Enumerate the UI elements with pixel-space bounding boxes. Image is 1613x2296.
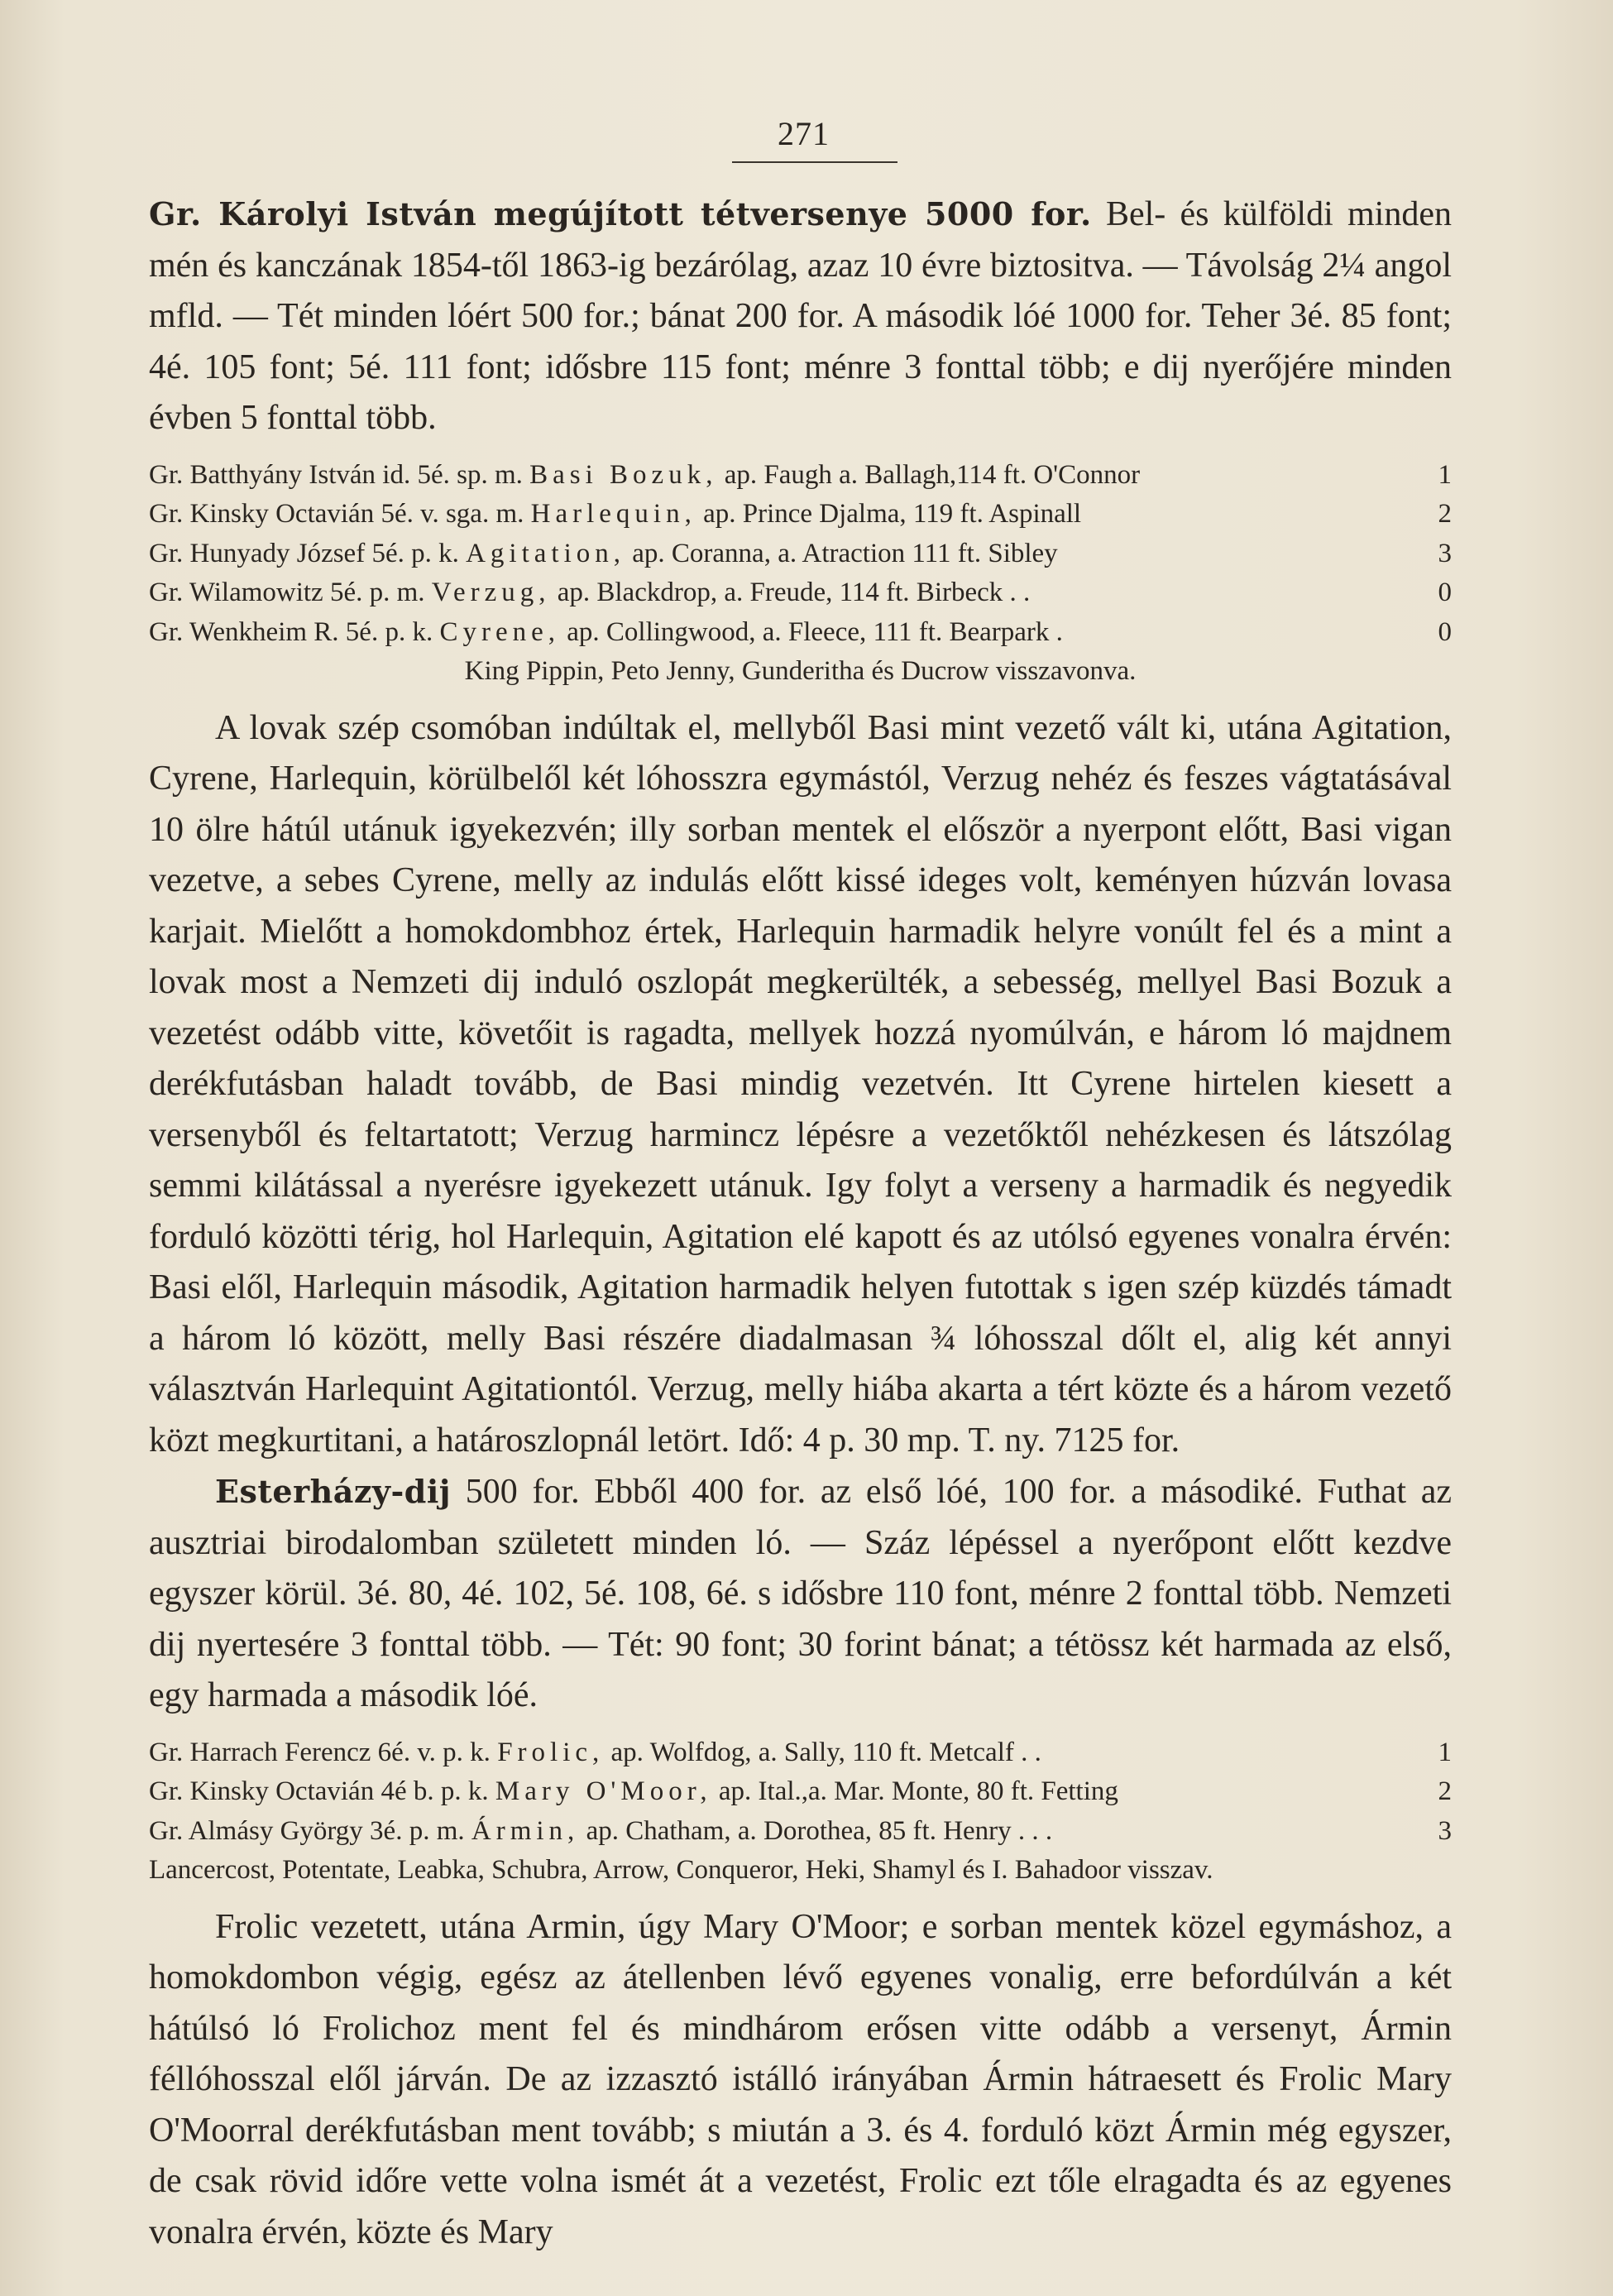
page-content — [149, 189, 1452, 2258]
entry-horse: Frolic, — [497, 1737, 605, 1767]
entry-owner: Gr. Harrach Ferencz 6é. v. p. k. — [149, 1737, 491, 1767]
race2-scratched: Lancercost, Potentate, Leabka, Schubra, Arrow, Conqueror, Heki, Shamyl és I. Bahadoor visszav. — [149, 1855, 1213, 1885]
entry-owner: Gr. Wenkheim R. 5é. p. k. — [149, 616, 433, 647]
entry-place: 1 — [1438, 1737, 1452, 1767]
race1-entry — [149, 534, 1452, 574]
entry-place: 3 — [1438, 538, 1452, 568]
race2-entry — [149, 1733, 1452, 1773]
race2-intro — [149, 1466, 1452, 1722]
race1-entry — [149, 613, 1452, 653]
race1-entry — [149, 456, 1452, 496]
race1-scratched: King Pippin, Peto Jenny, Gunderitha és Ducrow visszavonva. — [464, 656, 1137, 686]
entry-details: ap. Coranna, a. Atraction 111 ft. Sibley — [632, 538, 1058, 568]
entry-place: 2 — [1438, 1776, 1452, 1806]
race1-entry — [149, 495, 1452, 534]
entry-details: ap. Ital.,a. Mar. Monte, 80 ft. Fetting — [718, 1776, 1118, 1806]
entry-details: ap. Faugh a. Ballagh,114 ft. O'Connor — [724, 459, 1141, 490]
race1-entries — [149, 456, 1452, 692]
entry-details: ap. Wolfdog, a. Sally, 110 ft. Metcalf . . — [610, 1737, 1041, 1767]
entry-owner: Gr. Almásy György 3é. p. m. — [149, 1815, 465, 1846]
entry-details: ap. Chatham, a. Dorothea, 85 ft. Henry . . . — [586, 1815, 1053, 1846]
entry-place: 3 — [1438, 1815, 1452, 1846]
entry-place: 0 — [1438, 616, 1452, 647]
race1-narrative: A lovak szép csomóban indúltak el, mellyből Basi mint vezető vált ki, utána Agitation, Cyrene, Harlequin, körülbelől két lóhosszra egymástól, Verzug nehéz és feszes vágtatásával 10 ölre hátúl utánuk igyekezvén; illy sorban mentek el először a nyerpont előtt, Basi vigan vezetve, a sebes Cyrene, melly az indulás előtt kissé ideges volt, keményen húzván lovasa karjait. Mielőtt a homokdombhoz értek, Harlequin harmadik helyre vonúlt fel és a mint a lovak most a Nemzeti dij induló oszlopát megkerülték, a sebesség, mellyel Basi Bozuk a vezetést odább vitte, követőit is ragadta, mellyek hozzá nyomúlván, e három ló majdnem derékfutásban haladt tovább, de Basi mindig vezetvén. Itt Cyrene hirtelen kiesett a versenyből és feltartatott; Verzug harmincz lépésre a vezetőktől nehézkesen és látszólag semmi kilátással a nyerésre igyekezett utánuk. Igy folyt a verseny a harmadik és negyedik forduló közötti térig, hol Harlequin, Agitation elé kapott és az utólsó egyenes vonalra érvén: Basi elől, Harlequin második, Agitation harmadik helyen futottak s igen szép küzdés támadt a három ló között, melly Basi részére diadalmasan ¾ lóhosszal dőlt el, alig két annyi választván Harlequint Agitationtól. Verzug, melly hiába akarta a tért közte és a három vezető közt megkurtitani, a határoszlopnál letört. Idő: 4 p. 30 mp. T. ny. 7125 for. — [149, 708, 1452, 1460]
race2-entries — [149, 1733, 1452, 1891]
race1-intro — [149, 189, 1452, 444]
race2-conditions: 500 for. Ebből 400 for. az első lóé, 100 for. a másodiké. Futhat az ausztriai birodalomban született minden ló. — Száz lépéssel a nyerőpont előtt kezdve egyszer körül. 3é. 80, 4é. 102, 5é. 108, 6é. s idősbre 110 font, ménre 2 fonttal több. Nemzeti dij nyertesére 3 fonttal több. — Tét: 90 font; 30 forint bánat; a tétössz két harmada az első, egy harmada a második lóé. — [149, 1473, 1452, 1714]
entry-horse: Agitation, — [466, 538, 625, 568]
entry-horse: Verzug, — [431, 578, 551, 607]
entry-horse: Cyrene, — [439, 616, 560, 647]
entry-place: 2 — [1438, 499, 1452, 529]
race1-heading: Gr. Károlyi István megújított tétversenye 5000 for. — [149, 195, 1092, 232]
entry-owner: Gr. Batthyány István id. 5é. sp. m. — [149, 459, 523, 490]
entry-owner: Gr. Wilamowitz 5é. p. m. — [149, 578, 425, 607]
entry-owner: Gr. Kinsky Octavián 5é. v. sga. m. — [149, 499, 524, 529]
entry-place: 1 — [1438, 459, 1452, 490]
race1-conditions: Bel- és külföldi minden mén és kanczának 1854-től 1863-ig bezárólag, azaz 10 évre biztositva. — Távolság 2¼ angol mfld. — Tét minden lóért 500 for.; bánat 200 for. A második lóé 1000 for. Teher 3é. 85 font; 4é. 105 font; 5é. 111 font; idősbre 115 font; ménre 3 fonttal több; e dij nyerőjére minden évben 5 fonttal több. — [149, 195, 1452, 437]
race2-entry — [149, 1772, 1452, 1812]
entry-details: ap. Prince Djalma, 119 ft. Aspinall — [703, 499, 1082, 529]
header-rule — [732, 161, 897, 163]
race1-entry — [149, 573, 1452, 613]
entry-horse: Mary O'Moor, — [495, 1776, 712, 1806]
entry-horse: Ármin, — [471, 1815, 580, 1846]
entry-owner: Gr. Kinsky Octavián 4é b. p. k. — [149, 1776, 489, 1806]
entry-horse: Basi Bozuk, — [529, 459, 718, 490]
page-number: 271 — [778, 115, 830, 152]
race2-entry — [149, 1812, 1452, 1852]
entry-details: ap. Blackdrop, a. Freude, 114 ft. Birbeck . . — [557, 578, 1031, 607]
entry-owner: Gr. Hunyady József 5é. p. k. — [149, 538, 459, 568]
race2-narrative: Frolic vezetett, utána Armin, úgy Mary O'Moor; e sorban mentek közel egymáshoz, a homokdombon végig, egész az átellenben lévő egyenes vonalig, erre befordúlván a két hátúlsó ló Frolichoz ment fel és mindhárom erősen vitte odább a versenyt, Ármin féllóhosszal elől járván. De az izzasztó istálló irányában Ármin hátraesett és Frolic Mary O'Moorral derékfutásban ment tovább; s miután a 3. és 4. forduló közt Ármin még egyszer, de csak rövid időre vette volna ismét át a vezetést, Frolic ezt tőle elragadta és az egyenes vonalra érvén, közte és Mary — [149, 1907, 1452, 2251]
race2-heading: Esterházy-dij — [215, 1473, 452, 1510]
entry-horse: Harlequin, — [530, 499, 696, 529]
entry-place: 0 — [1438, 578, 1452, 607]
entry-details: ap. Collingwood, a. Fleece, 111 ft. Bearpark . — [567, 616, 1063, 647]
